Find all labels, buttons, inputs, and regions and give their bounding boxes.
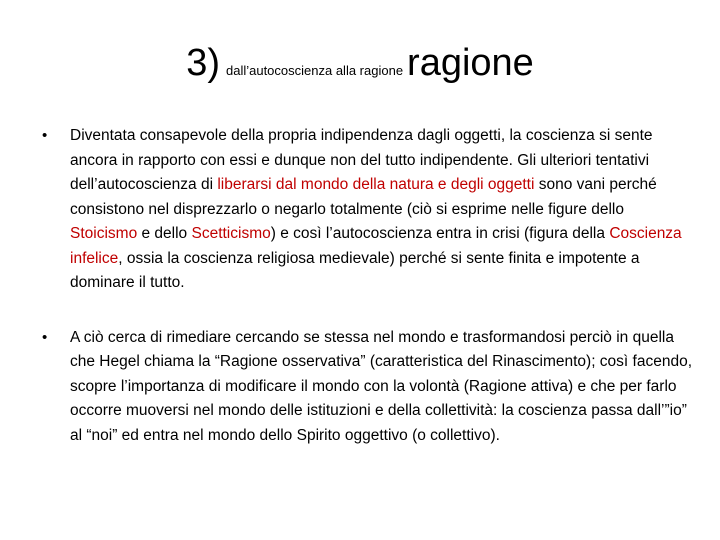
- text-segment: e dello: [137, 225, 192, 242]
- highlight-liberarsi: liberarsi dal mondo della natura e degli oggetti: [217, 176, 535, 193]
- title-number: 3): [186, 42, 220, 84]
- bullet-list: [42, 124, 692, 448]
- text-segment: sono vani perché consistono nel disprezzarlo o negarlo totalmente (ciò si esprime nelle figure dello: [70, 176, 657, 218]
- highlight-coscienza-infelice: Coscienza infelice: [70, 225, 682, 267]
- bullet-dot-icon: •: [42, 328, 48, 346]
- slide-title: [0, 44, 720, 82]
- text-segment: , ossia la coscienza religiosa medievale) perché si sente finita e impotente a dominare il tutto.: [70, 249, 640, 291]
- text-segment: A ciò cerca di rimediare cercando se stessa nel mondo e trasformandosi perciò in quella che Hegel chiama la “Ragione osservativa” (caratteristica del Rinascimento); così facendo, scopre l’importanza di modificare il mondo con la volontà (Ragione attiva) e che per farlo occorre muoversi nel mondo delle istituzioni e della collettività: la coscienza passa dall’”io” al “noi” ed entra nel mondo dello Spirito oggettivo (o collettivo).: [70, 328, 693, 444]
- bullet-item-1: [42, 124, 692, 296]
- title-subtitle-small: dall’autocoscienza alla ragione: [225, 63, 404, 78]
- title-main-word: ragione: [407, 42, 534, 84]
- bullet-dot-icon: •: [42, 127, 48, 144]
- text-segment: Diventata consapevole della propria indipendenza dagli oggetti, la coscienza si sente ancora in rapporto con essi e dunque non del tutto indipendente. Gli ulteriori tentativi dell’autocoscienza di: [70, 127, 653, 193]
- highlight-scetticismo: Scetticismo: [191, 225, 271, 242]
- bullet-text-2: [70, 329, 692, 444]
- highlight-stoicismo: Stoicismo: [70, 225, 138, 242]
- text-segment: ) e così l’autocoscienza entra in crisi (figura della: [270, 225, 610, 242]
- bullet-text-1: [70, 127, 682, 291]
- bullet-item-2: [42, 326, 692, 449]
